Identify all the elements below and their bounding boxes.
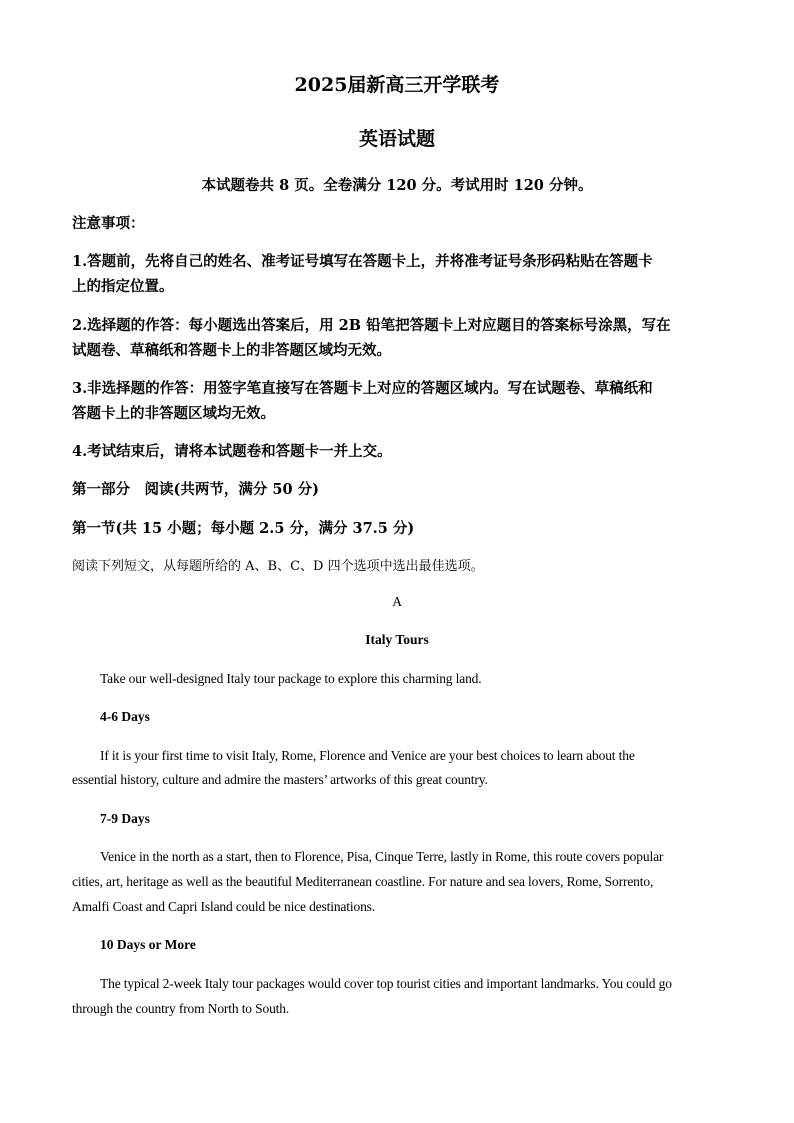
note-item-1-line-2: 上的指定位置。 [72, 278, 174, 295]
section-heading-7-9-days: 7-9 Days [100, 811, 150, 826]
note-item-1-line-1: 1.答题前，先将自己的姓名、准考证号填写在答题卡上，并将准考证号条形码粘贴在答题卡 [72, 253, 653, 270]
part-one-heading: 第一部分 阅读(共两节，满分 50 分) [72, 481, 319, 498]
section-one-heading: 第一节(共 15 小题；每小题 2.5 分，满分 37.5 分) [72, 520, 415, 537]
exam-title: 2025届新高三开学联考 [294, 74, 500, 96]
paragraph-line: through the country from North to South. [72, 1001, 290, 1016]
paragraph-line: Venice in the north as a start, then to Florence, Pisa, Cinque Terre, lastly in Rome, this route covers popular [100, 849, 664, 864]
passage-label: A [392, 594, 402, 609]
reading-instruction: 阅读下列短文，从每题所给的 A、B、C、D 四个选项中选出最佳选项。 [72, 559, 484, 574]
section-heading-10-days: 10 Days or More [100, 937, 196, 952]
subject-title: 英语试题 [358, 128, 435, 150]
notes-heading: 注意事项： [72, 215, 145, 232]
paragraph-line: essential history, culture and admire the masters’ artworks of this great country. [72, 772, 488, 787]
section-heading-4-6-days: 4-6 Days [100, 709, 150, 724]
note-item-3-line-2: 答题卡上的非答题区域均无效。 [72, 405, 275, 422]
passage-title: Italy Tours [365, 632, 429, 647]
note-item-2-line-2: 试题卷、草稿纸和答题卡上的非答题区域均无效。 [72, 342, 391, 359]
passage-intro: Take our well-designed Italy tour package to explore this charming land. [100, 671, 482, 686]
note-item-2-line-1: 2.选择题的作答：每小题选出答案后，用 2B 铅笔把答题卡上对应题目的答案标号涂黑，写在 [72, 317, 671, 334]
note-item-4: 4.考试结束后，请将本试题卷和答题卡一并上交。 [72, 443, 392, 460]
paragraph-line: If it is your first time to visit Italy, Rome, Florence and Venice are your best choices to learn about the [100, 748, 635, 763]
paragraph-line: Amalfi Coast and Capri Island could be nice destinations. [72, 899, 376, 914]
paragraph-line: cities, art, heritage as well as the beautiful Mediterranean coastline. For nature and sea lovers, Rome, Sorrento, [72, 874, 654, 889]
note-item-3-line-1: 3.非选择题的作答：用签字笔直接写在答题卡上对应的答题区域内。写在试题卷、草稿纸和 [72, 380, 653, 397]
paragraph-line: The typical 2-week Italy tour packages would cover top tourist cities and important landmarks. You could go [100, 976, 672, 991]
exam-info: 本试题卷共 8 页。全卷满分 120 分。考试用时 120 分钟。 [201, 177, 593, 194]
